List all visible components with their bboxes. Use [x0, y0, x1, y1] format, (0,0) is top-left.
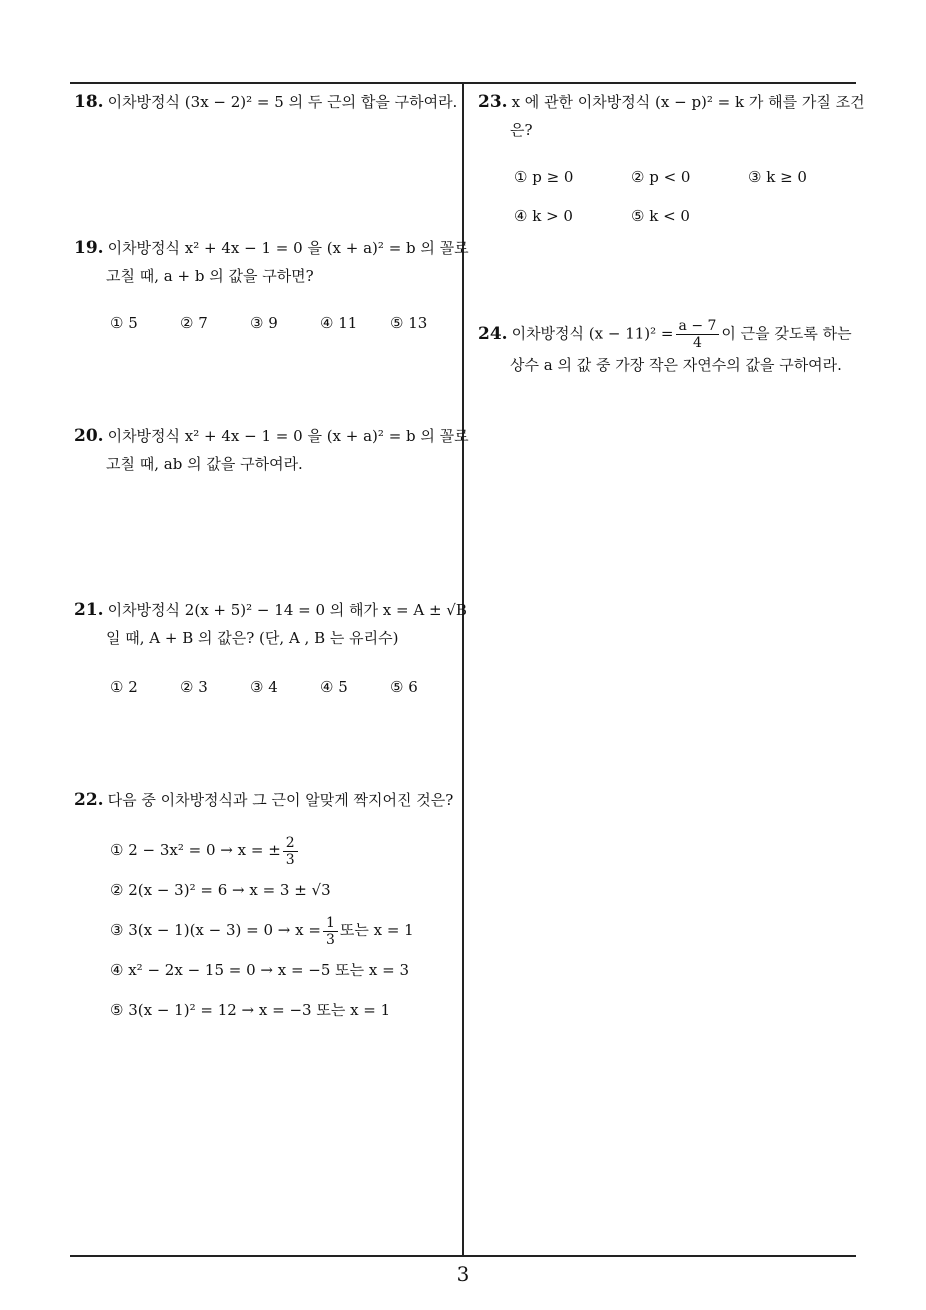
question-text: 다음 중 이차방정식과 그 근이 알맞게 짝지어진 것은? — [107, 791, 454, 809]
question-number: 18. — [74, 92, 104, 112]
question-number: 24. — [478, 323, 508, 344]
option-2[interactable]: ② 7 — [180, 314, 208, 332]
question-23 — [478, 88, 865, 144]
option-3[interactable]: ③ 9 — [250, 314, 278, 332]
bottom-rule — [70, 1255, 856, 1257]
question-number: 21. — [74, 600, 104, 620]
option-1[interactable]: ① 2 − 3x² = 0 → x = ± $\frac{2}{3}$ — [110, 830, 414, 870]
q23-options — [514, 168, 865, 225]
option-3[interactable]: ③ 3(x − 1)(x − 3) = 0 → x = $\frac{1}{3}$ 또는 x = 1 — [110, 914, 414, 948]
q19-options — [110, 314, 460, 332]
option-4[interactable]: ④ x² − 2x − 15 = 0 → x = −5 또는 x = 3 — [110, 961, 410, 979]
option-4[interactable]: ④ 11 — [320, 314, 358, 332]
option-1[interactable]: ① 2 — [110, 678, 138, 696]
fraction: $\frac{2}{3}$ — [283, 835, 298, 868]
option-4[interactable]: ④ 5 — [320, 678, 348, 696]
question-number: 19. — [74, 238, 104, 258]
question-number: 23. — [478, 92, 508, 112]
option-3[interactable]: ③ 4 — [250, 678, 278, 696]
question-text-line2: 고칠 때, ab 의 값을 구하여라. — [106, 455, 303, 473]
question-24: 24. 이차방정식 (x − 11)² = $\frac{a - 7}{4}$ 이 근을 갖도록 하는 상수 a 의 값 중 가장 작은 자연수의 값을 구하여라. — [478, 318, 852, 379]
question-text-line1: 이차방정식 x² + 4x − 1 = 0 을 (x + a)² = b 의 꼴로 — [107, 239, 469, 257]
question-21 — [74, 596, 467, 652]
question-text-line1: x 에 관한 이차방정식 (x − p)² = k 가 해를 가질 조건 — [511, 93, 865, 111]
page-number: 3 — [456, 1262, 470, 1286]
question-text-line2: 상수 a 의 값 중 가장 작은 자연수의 값을 구하여라. — [510, 356, 842, 374]
option-2[interactable]: ② 3 — [180, 678, 208, 696]
option-5[interactable]: ⑤ 3(x − 1)² = 12 → x = −3 또는 x = 1 — [110, 1001, 391, 1019]
question-20 — [74, 422, 469, 478]
question-text-line1: 이차방정식 x² + 4x − 1 = 0 을 (x + a)² = b 의 꼴로 — [107, 427, 469, 445]
q22-options — [110, 830, 414, 1030]
fraction: $\frac{1}{3}$ — [323, 915, 338, 948]
option-5[interactable]: ⑤ 13 — [390, 314, 428, 332]
question-text-line2: 일 때, A + B 의 값은? (단, A , B 는 유리수) — [106, 629, 399, 647]
option-3[interactable]: ③ k ≥ 0 — [748, 168, 807, 186]
question-text-line2: 고칠 때, a + b 의 값을 구하면? — [106, 267, 314, 285]
question-number: 22. — [74, 790, 104, 810]
fraction: $\frac{a - 7}{4}$ — [676, 318, 720, 351]
option-4[interactable]: ④ k > 0 — [514, 207, 573, 225]
option-2[interactable]: ② 2(x − 3)² = 6 → x = 3 ± √3 — [110, 881, 331, 899]
option-1[interactable]: ① 5 — [110, 314, 138, 332]
option-5[interactable]: ⑤ k < 0 — [631, 207, 690, 225]
option-2[interactable]: ② p < 0 — [631, 168, 691, 186]
question-18 — [74, 88, 457, 116]
question-text: 이차방정식 (3x − 2)² = 5 의 두 근의 합을 구하여라. — [107, 93, 458, 111]
question-number: 20. — [74, 426, 104, 446]
q21-options — [110, 678, 460, 696]
option-1[interactable]: ① p ≥ 0 — [514, 168, 574, 186]
option-5[interactable]: ⑤ 6 — [390, 678, 418, 696]
question-text-line2: 은? — [510, 121, 533, 139]
question-22 — [74, 786, 453, 814]
question-19 — [74, 234, 469, 290]
question-text-line1: 이차방정식 2(x + 5)² − 14 = 0 의 해가 x = A ± √B — [107, 601, 467, 619]
